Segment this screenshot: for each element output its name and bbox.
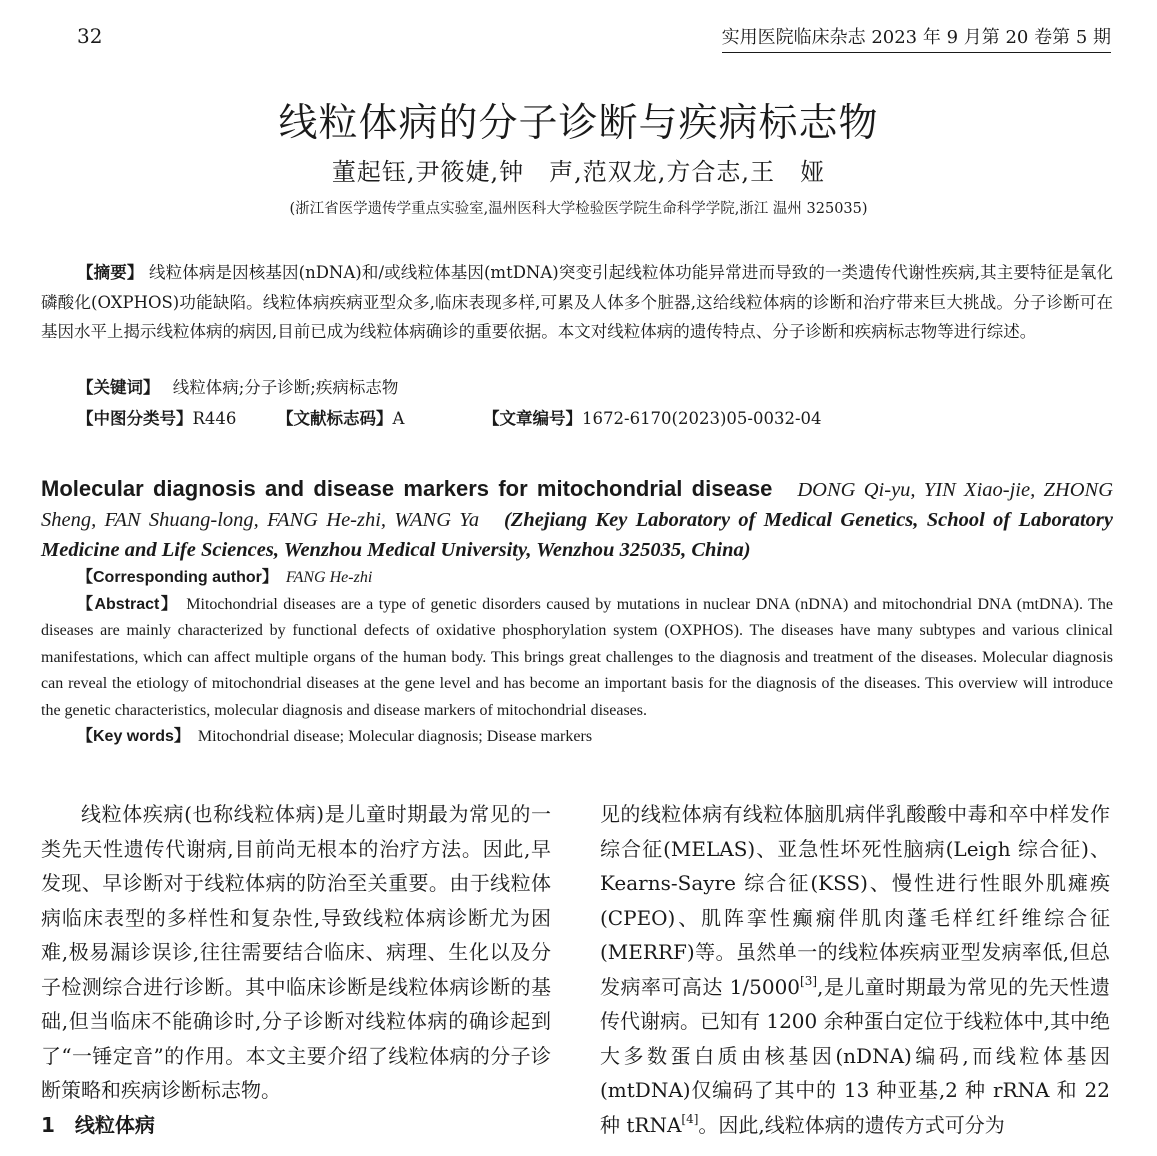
citation-4[interactable]: [4]: [681, 1111, 699, 1126]
keywords-en: [41, 724, 1113, 751]
corresponding-value: FANG He-zhi: [285, 569, 373, 586]
article-number-label: 【文章编号】: [483, 409, 582, 428]
right-text-part2: ,是儿童时期最为常见的先天性遗传代谢病。已知有 1200 余种蛋白定位于线粒体中,其中绝大多数蛋白质由核基因(nDNA)编码,而线粒体基因(mtDNA)仅编码了其中的 13 种亚基,2 种 rRNA 和 22 种 tRNA: [600, 974, 1111, 1137]
corresponding-author: [41, 565, 1113, 592]
keywords-en-label: 【Key words】: [77, 728, 190, 745]
english-abstract-block: [41, 474, 1113, 751]
abstract-en-text: Mitochondrial diseases are a type of genetic disorders caused by mutations in nuclear DNA (nDNA) and mitochondrial DNA (mtDNA). The diseases are mainly characterized by functional defects of oxidative phosphorylation system (OXPHOS). The diseases have many subtypes and various clinical manifestations, which can affect multiple organs of the human body. This brings great challenges to the diagnosis and treatment of the diseases. Molecular diagnosis can reveal the etiology of mitochondrial diseases at the gene level and has become an important basis for the diagnosis of the diseases. This overview will introduce the genetic characteristics, molecular diagnosis and disease markers of mitochondrial diseases.: [41, 595, 1113, 719]
right-paragraph: [600, 797, 1110, 1142]
journal-header: 实用医院临床杂志 2023 年 9 月第 20 卷第 5 期: [722, 23, 1111, 53]
body-column-right: [600, 797, 1110, 1142]
authors-cn: 董起钰,尹筱婕,钟 声,范双龙,方合志,王 娅: [331, 158, 826, 186]
abstract-en-label: 【Abstract】: [77, 595, 179, 613]
article-title-cn: 线粒体病的分子诊断与疾病标志物: [278, 101, 879, 146]
english-affiliation: (Zhejiang Key Laboratory of Medical Genetics, School of Laboratory Medicine and Life Sciences, Wenzhou Medical University, Wenzhou 325035, China): [41, 509, 1114, 561]
abstract-en: [41, 592, 1113, 725]
abstract-cn-text: 线粒体病是因核基因(nDNA)和/或线粒体基因(mtDNA)突变引起线粒体功能异常进而导致的一类遗传代谢性疾病,其主要特征是氧化磷酸化(OXPHOS)功能缺陷。线粒体病疾病亚型众多,临床表现多样,可累及人体多个脏器,这给线粒体病的诊断和治疗带来巨大挑战。分子诊断可在基因水平上揭示线粒体病的病因,目前已成为线粒体病确诊的重要依据。本文对线粒体病的遗传特点、分子诊断和疾病标志物等进行综述。: [41, 263, 1114, 341]
affiliation-cn: (浙江省医学遗传学重点实验室,温州医科大学检验医学院生命科学学院,浙江 温州 325035): [289, 201, 868, 217]
classification-line: [41, 405, 1113, 429]
english-authors: DONG Qi-yu, YIN Xiao-jie, ZHONG Sheng, FAN Shuang-long, FANG He-zhi, WANG Ya: [41, 479, 1114, 531]
keywords-cn-text: 线粒体病;分子诊断;疾病标志物: [172, 378, 399, 397]
doc-code-label: 【文献标志码】: [277, 409, 393, 428]
clc-label: 【中图分类号】: [77, 409, 193, 428]
abstract-cn-label: 【摘要】: [77, 263, 144, 282]
article-number-value: 1672-6170(2023)05-0032-04: [582, 409, 822, 428]
abstract-cn: [41, 258, 1113, 347]
right-text-part1: 见的线粒体病有线粒体脑肌病伴乳酸酸中毒和卒中样发作综合征(MELAS)、亚急性坏死性脑病(Leigh 综合征)、Kearns-Sayre 综合征(KSS)、慢性进行性眼外肌瘫痪(CPEO)、肌阵挛性癫痫伴肌肉蓬毛样红纤维综合征(MERRF)等。虽然单一的线粒体疾病亚型发病率低,但总发病率可高达 1/5000: [600, 802, 1110, 999]
keywords-cn-label: 【关键词】: [77, 378, 160, 397]
intro-paragraph: 线粒体疾病(也称线粒体病)是儿童时期最为常见的一类先天性遗传代谢病,目前尚无根本的治疗方法。因此,早发现、早诊断对于线粒体病的防治至关重要。由于线粒体病临床表型的多样性和复杂性,导致线粒体病诊断尤为困难,极易漏诊误诊,往往需要结合临床、病理、生化以及分子检测综合进行诊断。其中临床诊断是线粒体病诊断的基础,但当临床不能确诊时,分子诊断对线粒体病的确诊起到了“一锤定音”的作用。本文主要介绍了线粒体病的分子诊断策略和疾病诊断标志物。: [41, 802, 551, 1102]
citation-3[interactable]: [3]: [800, 973, 818, 988]
page-number: 32: [77, 24, 103, 48]
right-text-part3: 。因此,线粒体病的遗传方式可分为: [698, 1112, 1005, 1137]
clc-value: R446: [192, 409, 237, 428]
section-heading: 1 线粒体病: [41, 1112, 155, 1137]
body-column-left: [41, 797, 551, 1142]
keywords-cn: [41, 374, 398, 398]
doc-code-value: A: [392, 409, 405, 428]
corresponding-label: 【Corresponding author】: [77, 569, 278, 586]
keywords-en-text: Mitochondrial disease; Molecular diagnosis; Disease markers: [197, 728, 593, 745]
english-title-line: [41, 474, 1113, 565]
english-title: Molecular diagnosis and disease markers for mitochondrial disease: [41, 476, 773, 501]
